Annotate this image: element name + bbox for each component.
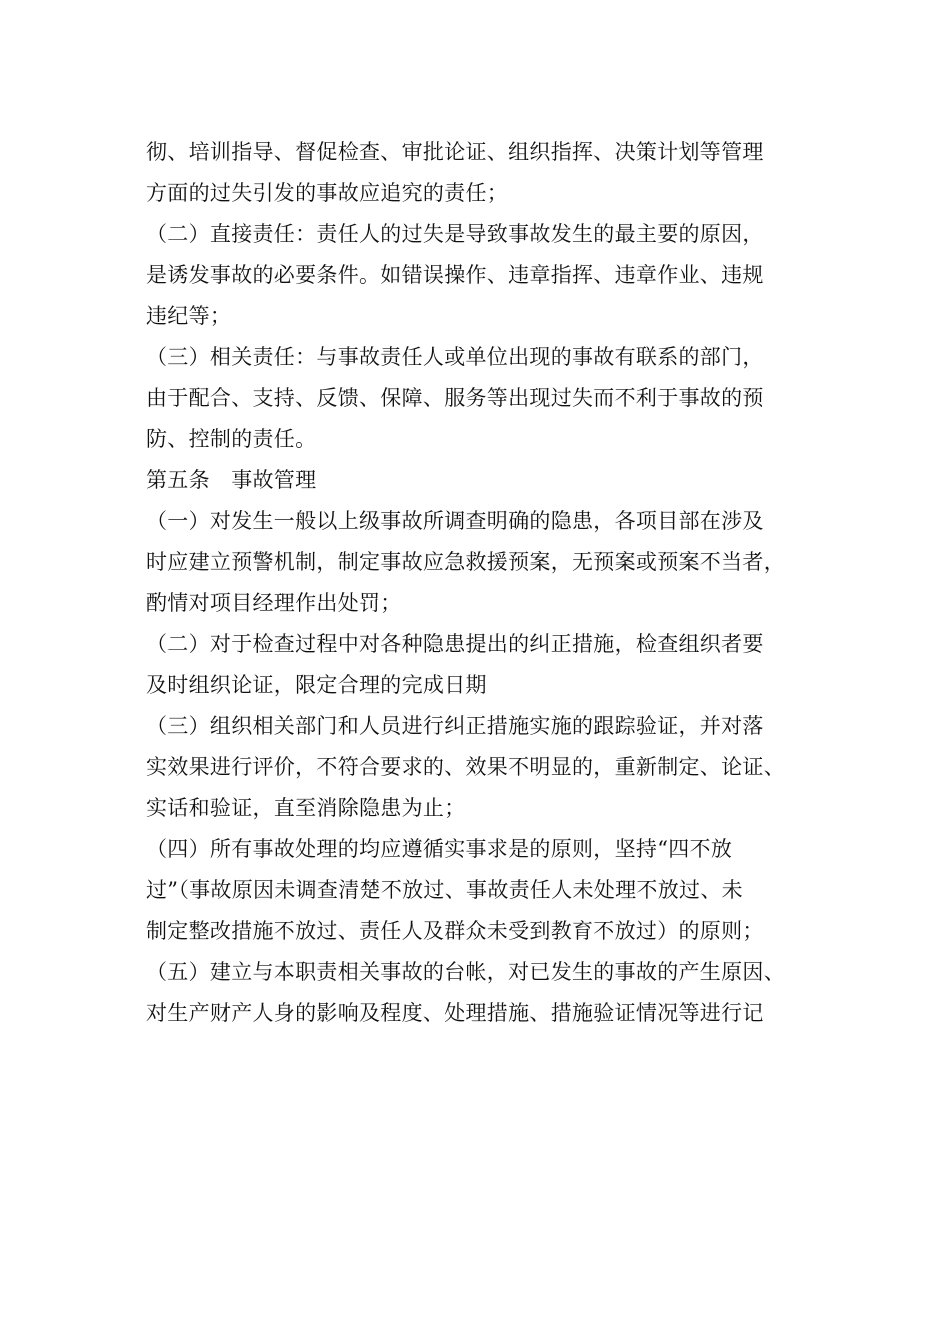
text-line: （二）直接责任：责任人的过失是导致事故发生的最主要的原因，	[146, 222, 764, 246]
section-heading: 第五条 事故管理	[146, 468, 317, 492]
text-line: 是诱发事故的必要条件。如错误操作、违章指挥、违章作业、违规	[146, 263, 764, 287]
text-line: 时应建立预警机制，制定事故应急救援预案，无预案或预案不当者，	[146, 550, 785, 574]
text-line: （五）建立与本职责相关事故的台帐，对已发生的事故的产生原因、	[146, 960, 785, 984]
text-line: （二）对于检查过程中对各种隐患提出的纠正措施，检查组织者要	[146, 632, 764, 656]
text-line: 实效果进行评价，不符合要求的、效果不明显的，重新制定、论证、	[146, 755, 785, 779]
text-line: 及时组织论证，限定合理的完成日期	[146, 673, 487, 697]
text-line: 由于配合、支持、反馈、保障、服务等出现过失而不利于事故的预	[146, 386, 764, 410]
text-line: 方面的过失引发的事故应追究的责任；	[146, 181, 509, 205]
document-body	[146, 132, 826, 1034]
text-line: （三）组织相关部门和人员进行纠正措施实施的跟踪验证，并对落	[146, 714, 764, 738]
text-line: 防、控制的责任。	[146, 427, 317, 451]
text-line: 过”（事故原因未调查清楚不放过、事故责任人未处理不放过、未	[146, 878, 743, 902]
text-line: （四）所有事故处理的均应遵循实事求是的原则，坚持“四不放	[146, 837, 733, 861]
text-line: 对生产财产人身的影响及程度、处理措施、措施验证情况等进行记	[146, 1001, 764, 1025]
text-line: 酌情对项目经理作出处罚；	[146, 591, 402, 615]
text-line: 实话和验证，直至消除隐患为止；	[146, 796, 466, 820]
text-line: （三）相关责任：与事故责任人或单位出现的事故有联系的部门，	[146, 345, 764, 369]
text-line: 违纪等；	[146, 304, 232, 328]
text-line: （一）对发生一般以上级事故所调查明确的隐患，各项目部在涉及	[146, 509, 764, 533]
text-line: 彻、培训指导、督促检查、审批论证、组织指挥、决策计划等管理	[146, 140, 764, 164]
text-line: 制定整改措施不放过、责任人及群众未受到教育不放过）的原则；	[146, 919, 764, 943]
